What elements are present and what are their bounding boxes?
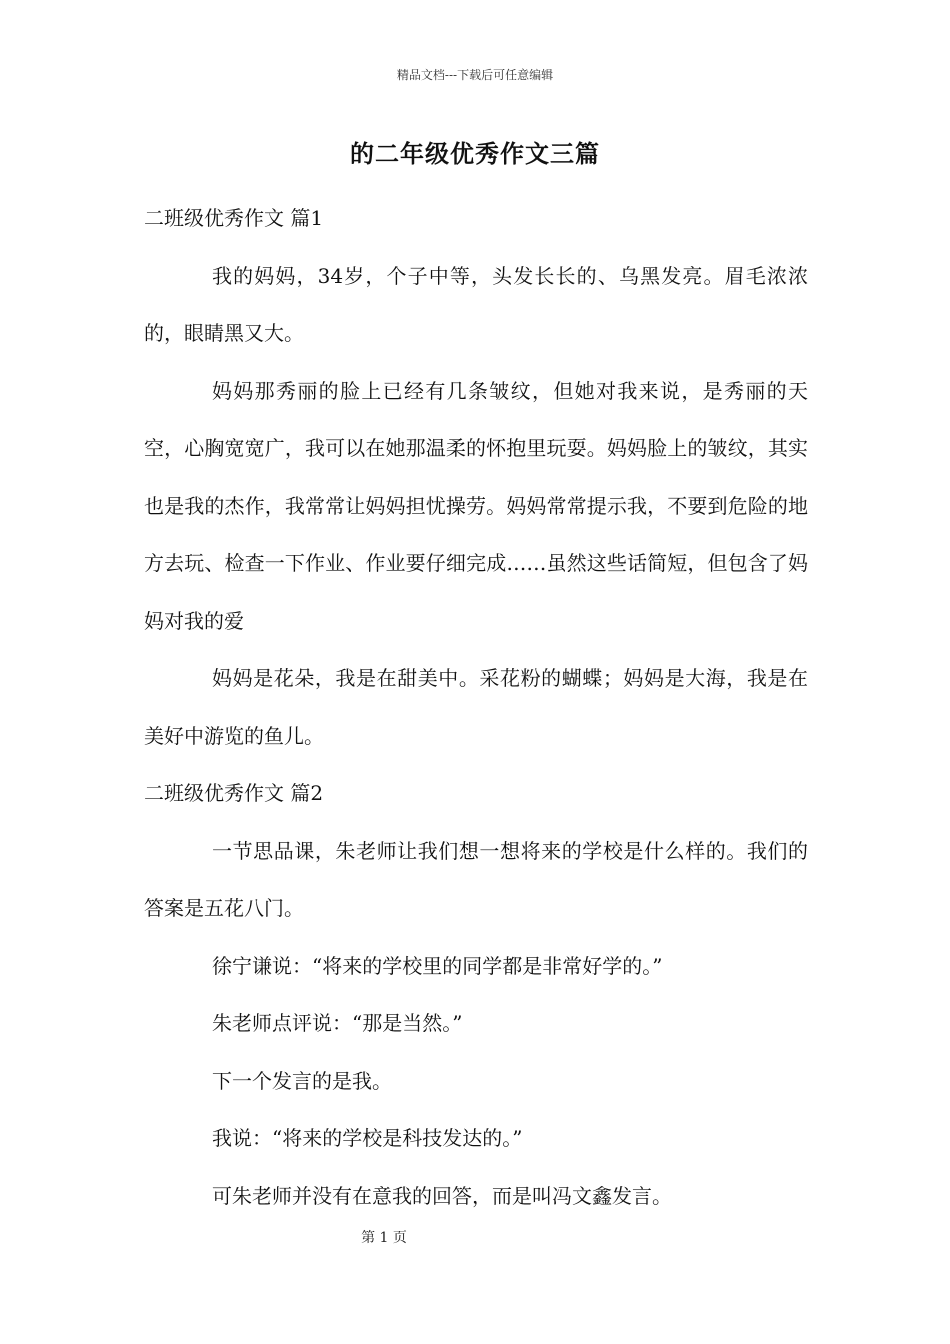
paragraph: 朱老师点评说：“那是当然。” [212, 1011, 463, 1035]
paragraph: 妈妈那秀丽的脸上已经有几条皱纹，但她对我来说，是秀丽的天空，心胸宽宽广，我可以在她那温柔的怀抱里玩耍。妈妈脸上的皱纹，其实也是我的杰作，我常常让妈妈担忧操劳。妈妈常常提示我，不要到危险的地方去玩、检查一下作业、作业要仔细完成……虽然这些话简短，但包含了妈妈对我的爱 [144, 378, 808, 633]
document-title: 的二年级优秀作文三篇 [350, 140, 600, 168]
paragraph: 我的妈妈，34岁，个子中等，头发长长的、乌黑发亮。眉毛浓浓的，眼睛黑又大。 [144, 263, 808, 345]
paragraph: 可朱老师并没有在意我的回答，而是叫冯文鑫发言。 [212, 1183, 672, 1208]
page-header: 精品文档---下载后可任意编辑 [396, 68, 554, 82]
document-body [144, 190, 808, 1225]
paragraph: 一节思品课，朱老师让我们想一想将来的学校是什么样的。我们的答案是五花八门。 [144, 838, 808, 920]
paragraph: 下一个发言的是我。 [212, 1068, 392, 1093]
paragraph: 妈妈是花朵，我是在甜美中。采花粉的蝴蝶；妈妈是大海，我是在美好中游览的鱼儿。 [144, 666, 808, 748]
paragraph: 徐宁谦说：“将来的学校里的同学都是非常好学的。” [212, 953, 663, 978]
paragraph: 我说：“将来的学校是科技发达的。” [212, 1126, 523, 1150]
page-number: 第 1 页 [361, 1230, 407, 1246]
section-heading: 二班级优秀作文 篇2 [144, 781, 324, 805]
section-heading: 二班级优秀作文 篇1 [144, 206, 324, 230]
